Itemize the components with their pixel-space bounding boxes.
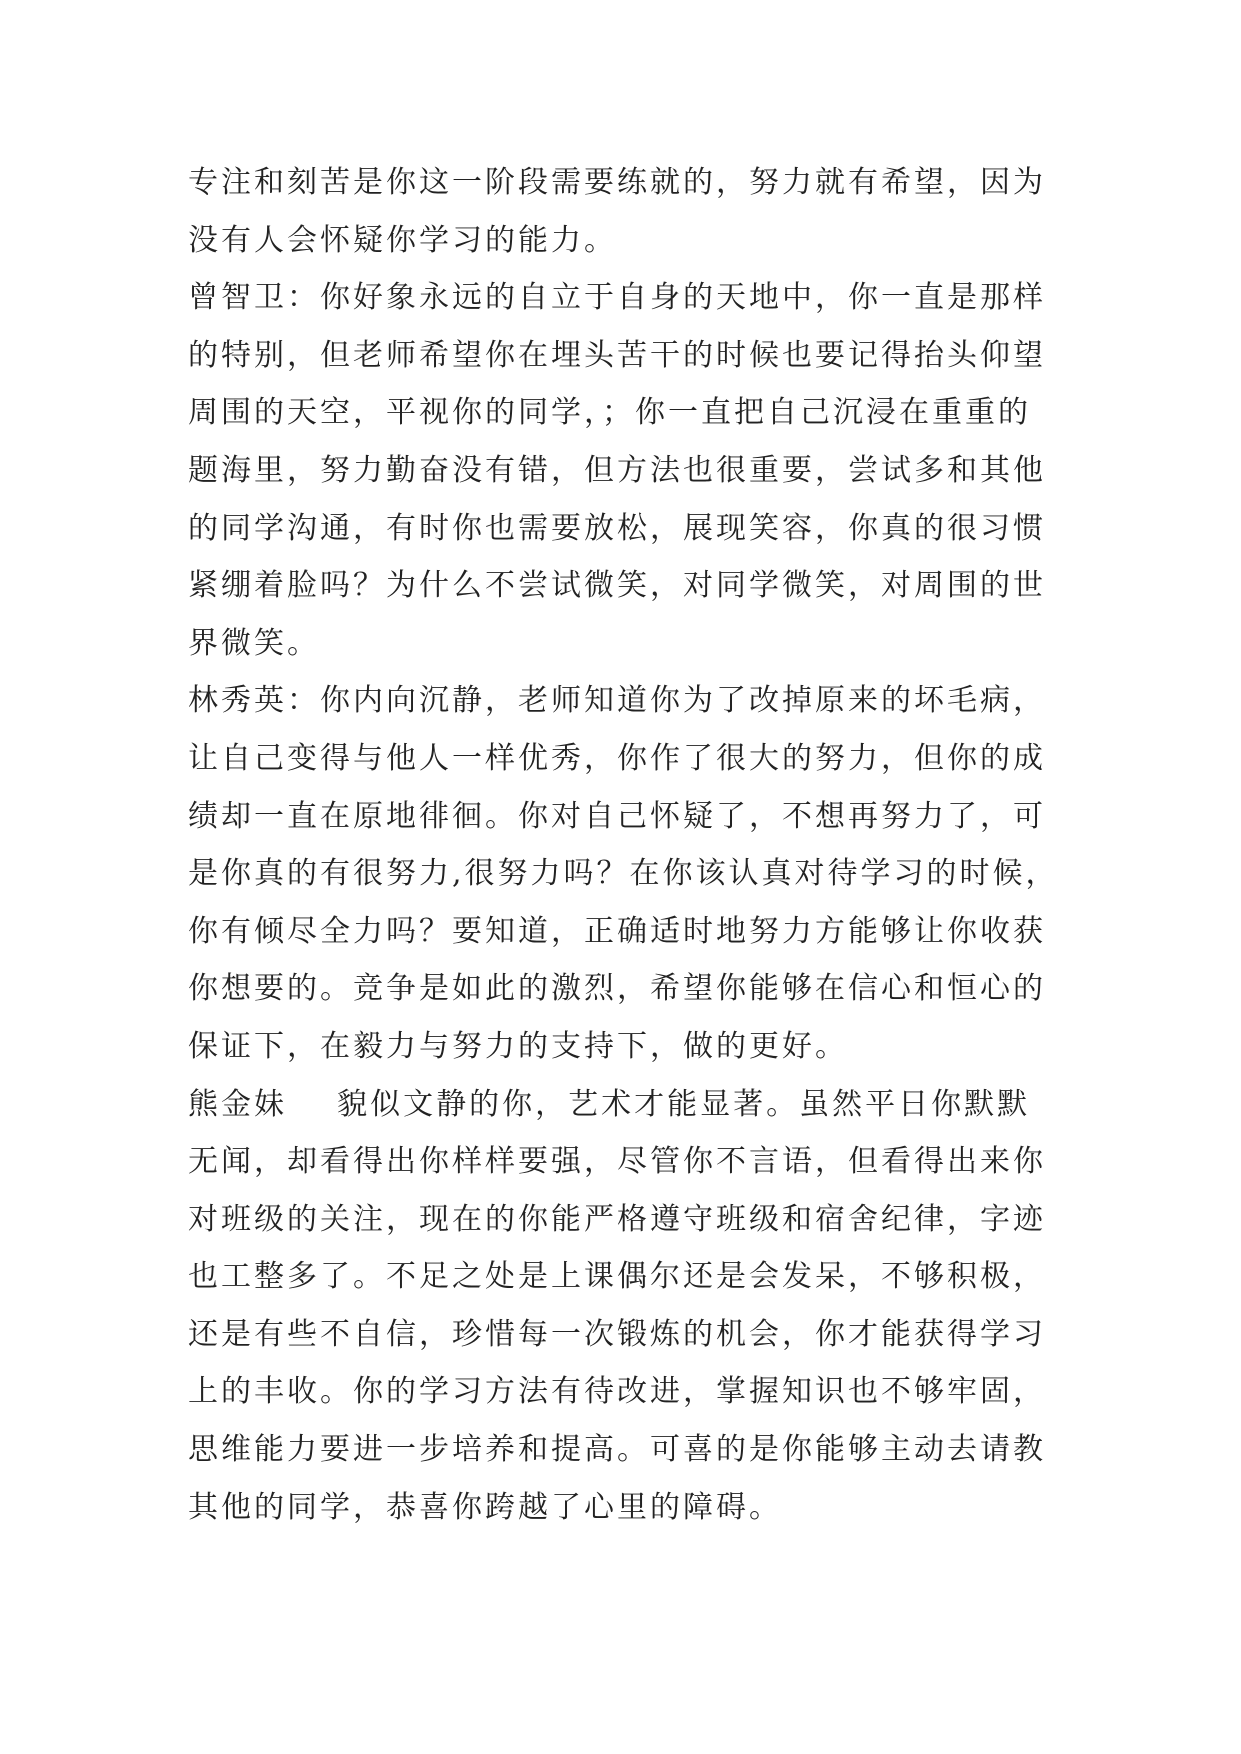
text-line: 其他的同学，恭喜你跨越了心里的障碍。 xyxy=(188,1489,782,1525)
text-line: 让自己变得与他人一样优秀，你作了很大的努力，但你的成 xyxy=(188,740,1046,776)
text-line: 你想要的。竞争是如此的激烈，希望你能够在信心和恒心的 xyxy=(188,971,1046,1007)
text-line: 没有人会怀疑你学习的能力。 xyxy=(188,222,617,258)
text-line: 的同学沟通，有时你也需要放松，展现笑容，你真的很习惯 xyxy=(188,510,1046,546)
text-line: 专注和刻苦是你这一阶段需要练就的，努力就有希望，因为 xyxy=(188,165,1046,200)
text-line: 的特别，但老师希望你在埋头苦干的时候也要记得抬头仰望 xyxy=(188,337,1046,373)
text-line: 熊金妹 貌似文静的你，艺术才能显著。虽然平日你默默 xyxy=(188,1086,1031,1122)
text-line: 也工整多了。不足之处是上课偶尔还是会发呆，不够积极， xyxy=(188,1259,1046,1295)
text-line: 林秀英：你内向沉静，老师知道你为了改掉原来的坏毛病， xyxy=(188,683,1046,719)
text-line: 紧绷着脸吗？为什么不尝试微笑，对同学微笑，对周围的世 xyxy=(188,568,1046,604)
document-body xyxy=(188,154,1058,1536)
text-line: 界微笑。 xyxy=(188,625,320,661)
text-line: 你有倾尽全力吗？要知道，正确适时地努力方能够让你收获 xyxy=(188,913,1046,949)
text-line: 思维能力要进一步培养和提高。可喜的是你能够主动去请教 xyxy=(188,1432,1046,1468)
text-line: 曾智卫：你好象永远的自立于自身的天地中，你一直是那样 xyxy=(188,280,1046,316)
text-line: 还是有些不自信，珍惜每一次锻炼的机会，你才能获得学习 xyxy=(188,1316,1046,1352)
text-line: 上的丰收。你的学习方法有待改进，掌握知识也不够牢固， xyxy=(188,1374,1046,1410)
text-line: 绩却一直在原地徘徊。你对自己怀疑了，不想再努力了，可 xyxy=(188,798,1046,834)
text-line: 周围的天空，平视你的同学，；你一直把自己沉浸在重重的 xyxy=(188,395,1031,431)
text-line: 无闻，却看得出你样样要强，尽管你不言语，但看得出来你 xyxy=(188,1144,1046,1180)
text-line: 是你真的有很努力,很努力吗？在你该认真对待学习的时候， xyxy=(188,856,1059,892)
text-line: 题海里，努力勤奋没有错，但方法也很重要，尝试多和其他 xyxy=(188,452,1046,488)
text-line: 对班级的关注，现在的你能严格遵守班级和宿舍纪律，字迹 xyxy=(188,1201,1046,1237)
text-line: 保证下，在毅力与努力的支持下，做的更好。 xyxy=(188,1028,848,1064)
